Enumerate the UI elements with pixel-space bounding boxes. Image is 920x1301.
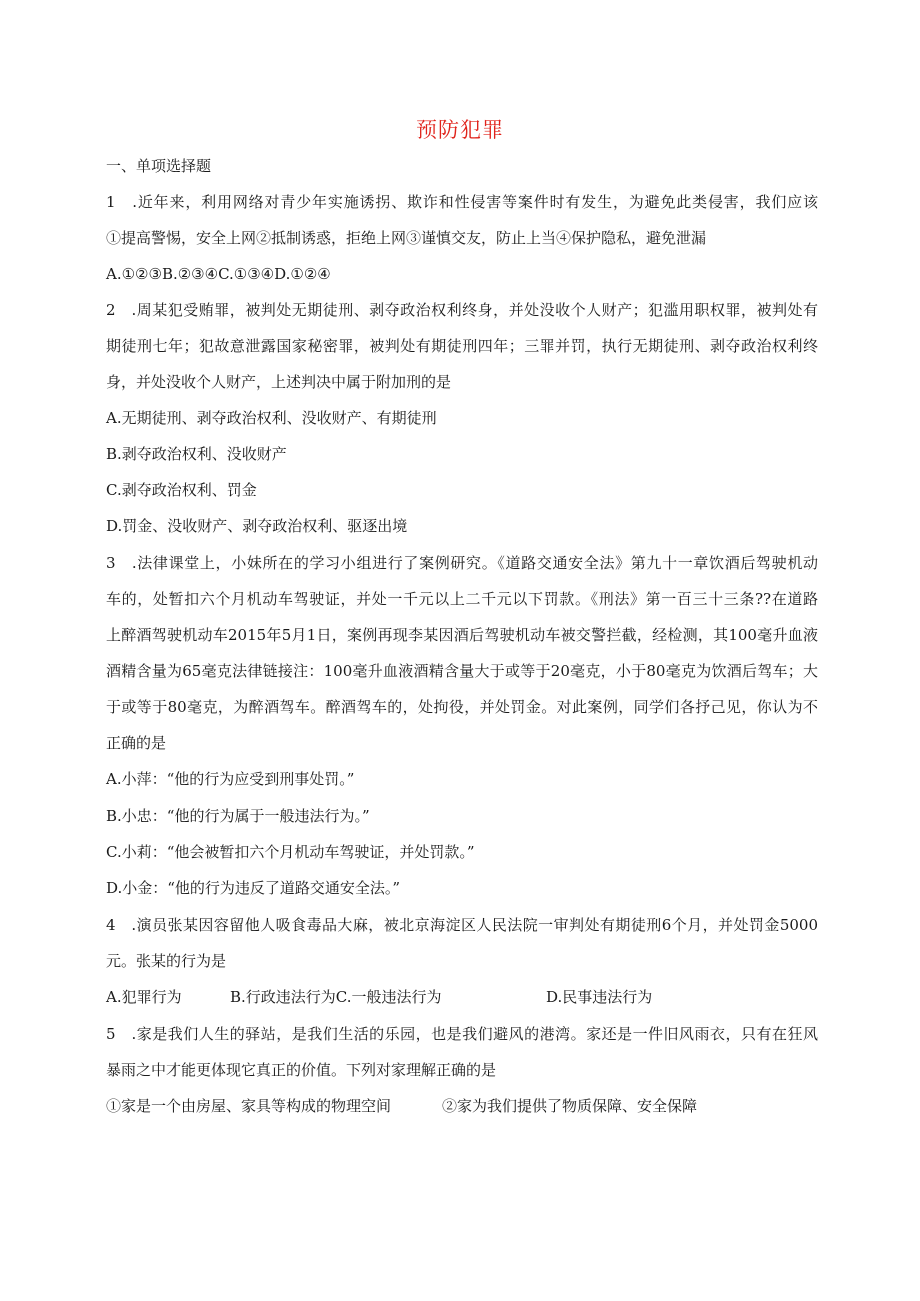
question-3-option-a: A.小萍：“他的行为应受到刑事处罚。” bbox=[106, 770, 355, 788]
question-3-option-c: C.小莉：“他会被暂扣六个月机动车驾驶证，并处罚款。” bbox=[106, 843, 475, 861]
question-3-line-6: 正确的是 bbox=[106, 734, 167, 752]
question-3-line-2: 车的，处暂扣六个月机动车驾驶证，并处一千元以上二千元以下罚款。《刑法》第一百三十三条??在道路 bbox=[106, 590, 818, 608]
question-4-line-1: 4 .演员张某因容留他人吸食毒品大麻，被北京海淀区人民法院一审判处有期徒刑6个月，并处罚金5000 bbox=[106, 916, 818, 934]
question-2-line-3: 身，并处没收个人财产，上述判决中属于附加刑的是 bbox=[106, 373, 452, 391]
question-2-option-c: C.剥夺政治权利、罚金 bbox=[106, 481, 257, 499]
question-2-line-1: 2 .周某犯受贿罪，被判处无期徒刑、剥夺政治权利终身，并处没收个人财产；犯滥用职权罪，被判处有 bbox=[106, 301, 818, 319]
question-3-line-1: 3 .法律课堂上，小妹所在的学习小组进行了案例研究。《道路交通安全法》第九十一章饮酒后驾驶机动 bbox=[106, 554, 818, 572]
question-4-line-2: 元。张某的行为是 bbox=[106, 952, 227, 970]
question-1-line-2: ①提高警惕，安全上网②抵制诱惑，拒绝上网③谨慎交友，防止上当④保护隐私，避免泄漏 bbox=[106, 229, 707, 247]
question-2-line-2: 期徒刑七年；犯故意泄露国家秘密罪，被判处有期徒刑四年；三罪并罚，执行无期徒刑、剥夺政治权利终 bbox=[106, 337, 818, 355]
question-5-line-2: 暴雨之中才能更体现它真正的价值。下列对家理解正确的是 bbox=[106, 1061, 497, 1079]
question-4-option-bc: B.行政违法行为C.一般违法行为 bbox=[230, 988, 442, 1006]
question-3-line-4: 酒精含量为65毫克法律链接注：100毫升血液酒精含量大于或等于20毫克，小于80毫克为饮酒后驾车；大 bbox=[106, 662, 818, 680]
question-5-line-1: 5 .家是我们人生的驿站，是我们生活的乐园，也是我们避风的港湾。家还是一件旧风雨衣，只有在狂风 bbox=[106, 1025, 818, 1043]
question-4-option-a: A.犯罪行为 bbox=[106, 988, 182, 1006]
question-3-option-b: B.小忠：“他的行为属于一般违法行为。” bbox=[106, 807, 370, 825]
question-5-statement-2: ②家为我们提供了物质保障、安全保障 bbox=[442, 1097, 698, 1115]
question-2-option-a: A.无期徒刑、剥夺政治权利、没收财产、有期徒刑 bbox=[106, 409, 437, 427]
question-3-line-5: 于或等于80毫克，为醉酒驾车。醉酒驾车的，处拘役，并处罚金。对此案例，同学们各抒己见，你认为不 bbox=[106, 698, 818, 716]
question-2-option-d: D.罚金、没收财产、剥夺政治权利、驱逐出境 bbox=[106, 517, 408, 535]
question-1-options: A.①②③B.②③④C.①③④D.①②④ bbox=[106, 265, 331, 283]
question-4-option-d: D.民事违法行为 bbox=[546, 988, 653, 1006]
question-2-option-b: B.剥夺政治权利、没收财产 bbox=[106, 445, 287, 463]
question-1-line-1: 1 .近年来，利用网络对青少年实施诱拐、欺诈和性侵害等案件时有发生，为避免此类侵害，我们应该 bbox=[106, 193, 818, 211]
question-3-option-d: D.小金：“他的行为违反了道路交通安全法。” bbox=[106, 879, 401, 897]
question-3-line-3: 上醉酒驾驶机动车2015年5月1日，案例再现李某因酒后驾驶机动车被交警拦截，经检测，其100毫升血液 bbox=[106, 626, 818, 644]
section-heading: 一、单项选择题 bbox=[106, 157, 212, 175]
page-title: 预防犯罪 bbox=[416, 118, 504, 142]
question-5-statement-1: ①家是一个由房屋、家具等构成的物理空间 bbox=[106, 1097, 392, 1115]
